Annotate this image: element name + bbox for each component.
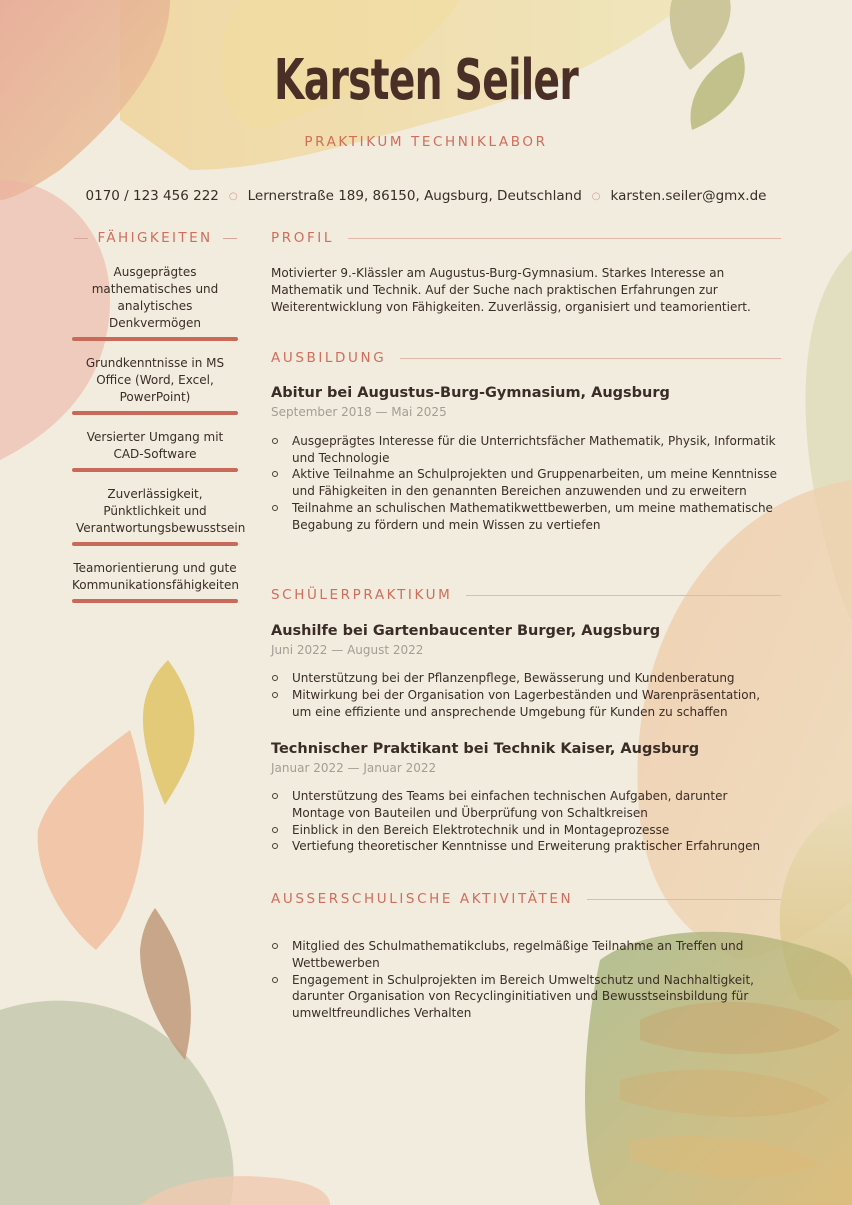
- entry-date: September 2018 — Mai 2025: [271, 405, 447, 419]
- profile-text: Motivierter 9.-Klässler am Augustus-Burg-Gymnasium. Starkes Interesse an Mathematik und Technik. Auf der Suche nach praktischen Erfahrungen zur Weiterentwicklung von Fähigkeiten. Zuverlässig, organisiert und teamorientiert.: [271, 266, 751, 314]
- skill-bar: [72, 599, 238, 603]
- list-item: Mitglied des Schulmathematikclubs, regelmäßige Teilnahme an Treffen und Wettbewerben: [271, 938, 781, 971]
- candidate-name: Karsten Seiler: [274, 48, 578, 113]
- internship-entry: [271, 741, 781, 855]
- skill-item: [72, 486, 246, 546]
- phone: 0170 / 123 456 222: [85, 188, 219, 204]
- skill-bar: [72, 542, 238, 546]
- entry-bullets: [271, 433, 781, 533]
- address: Lernerstraße 189, 86150, Augsburg, Deutschland: [247, 188, 582, 204]
- profile-heading-text: PROFIL: [271, 230, 335, 246]
- skill-bar: [72, 468, 238, 472]
- skill-bar: [72, 337, 238, 341]
- skill-item: [72, 355, 238, 415]
- entry-title: Aushilfe bei Gartenbaucenter Burger, Augsburg: [271, 623, 661, 640]
- skill-item: [72, 560, 238, 603]
- education-entry: [271, 385, 781, 533]
- skill-text: Ausgeprägtes mathematisches und analytisches Denkvermögen: [91, 265, 219, 330]
- contact-line: [0, 188, 852, 204]
- divider: [74, 238, 88, 239]
- entry-bullets: [271, 788, 781, 855]
- education-heading: [271, 350, 781, 366]
- target-role: PRAKTIKUM TECHNIKLABOR: [304, 134, 548, 150]
- skills-heading-text: FÄHIGKEITEN: [97, 230, 213, 246]
- skills-heading: [72, 230, 238, 246]
- skill-item: [72, 264, 238, 341]
- skill-text: Teamorientierung und gute Kommunikationsfähigkeiten: [72, 561, 239, 592]
- separator-icon: ○: [228, 190, 238, 202]
- list-item: Unterstützung des Teams bei einfachen technischen Aufgaben, darunter Montage von Bauteilen und Überprüfung von Schaltkreisen: [271, 788, 781, 821]
- divider: [223, 238, 237, 239]
- internship-entry: [271, 623, 781, 720]
- email: karsten.seiler@gmx.de: [610, 188, 767, 204]
- activities-bullets: [271, 938, 781, 1022]
- main-column: [271, 230, 781, 1022]
- list-item: Aktive Teilnahme an Schulprojekten und Gruppenarbeiten, um meine Kenntnisse und Fähigkeiten in den genannten Bereichen anzuwenden und zu erweitern: [271, 466, 781, 499]
- skill-text: Zuverlässigkeit, Pünktlichkeit und Verantwortungsbewusstsein: [76, 487, 246, 535]
- separator-icon: ○: [591, 190, 601, 202]
- divider: [587, 899, 781, 900]
- list-item: Teilnahme an schulischen Mathematikwettbewerben, um meine mathematische Begabung zu fördern und mein Wissen zu vertiefen: [271, 500, 781, 533]
- skill-text: Versierter Umgang mit CAD-Software: [86, 430, 224, 461]
- profile-heading: [271, 230, 781, 246]
- skill-bar: [72, 411, 238, 415]
- activities-heading-text: AUSSERSCHULISCHE AKTIVITÄTEN: [271, 891, 574, 908]
- skill-item: [72, 429, 238, 472]
- skill-text: Grundkenntnisse in MS Office (Word, Excel, PowerPoint): [85, 356, 225, 404]
- entry-bullets: [271, 670, 781, 720]
- entry-title: Abitur bei Augustus-Burg-Gymnasium, Augsburg: [271, 385, 670, 401]
- divider: [400, 358, 781, 359]
- list-item: Unterstützung bei der Pflanzenpflege, Bewässerung und Kundenberatung: [271, 670, 781, 687]
- list-item: Ausgeprägtes Interesse für die Unterrichtsfächer Mathematik, Physik, Informatik und Technologie: [271, 433, 781, 466]
- internship-heading: [271, 587, 781, 603]
- divider: [466, 595, 781, 596]
- entry-date: Januar 2022 — Januar 2022: [271, 761, 437, 776]
- education-heading-text: AUSBILDUNG: [271, 350, 387, 366]
- list-item: Einblick in den Bereich Elektrotechnik und in Montageprozesse: [271, 822, 781, 839]
- list-item: Mitwirkung bei der Organisation von Lagerbeständen und Warenpräsentation, um eine effiziente und ansprechende Umgebung für Kunden zu schaffen: [271, 687, 781, 720]
- list-item: Engagement in Schulprojekten im Bereich Umweltschutz und Nachhaltigkeit, darunter Organisation von Recyclinginitiativen und Bewusstseinsbildung für umweltfreundliches Verhalten: [271, 972, 781, 1022]
- divider: [348, 238, 781, 239]
- activities-heading: [271, 891, 781, 907]
- list-item: Vertiefung theoretischer Kenntnisse und Erweiterung praktischer Erfahrungen: [271, 838, 781, 855]
- skills-section: [72, 230, 246, 617]
- internship-heading-text: SCHÜLERPRAKTIKUM: [271, 587, 453, 604]
- entry-date: Juni 2022 — August 2022: [271, 643, 424, 658]
- entry-title: Technischer Praktikant bei Technik Kaiser, Augsburg: [271, 741, 700, 758]
